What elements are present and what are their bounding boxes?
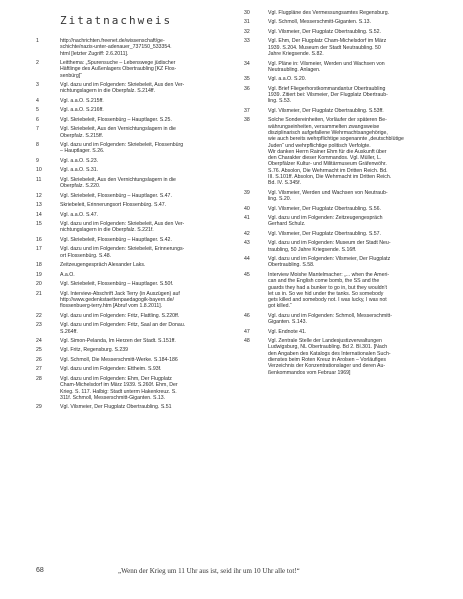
endnote-item	[244, 38, 440, 57]
footer-quote: „Wenn der Krieg um 11 Uhr aus ist, seid ihr um 10 Uhr alle tot!“	[118, 567, 300, 575]
endnote-number: 20	[36, 281, 42, 288]
endnote-text: Vgl. a.a.O. S.215ff.	[60, 97, 104, 104]
endnote-number: 2	[36, 60, 39, 67]
endnote-text: Vgl. dazu und im Folgenden: Zeitzeugengespräch Gerhard Schulz.	[268, 215, 383, 228]
endnote-item	[36, 126, 224, 139]
endnote-item	[244, 215, 440, 228]
endnote-item	[36, 38, 224, 57]
endnote-number: 42	[244, 230, 250, 237]
endnote-text: Vgl. Brief Fliegerhorstkommandantur Obertraubling 1939. Zitiert bei: Vilsmeier, Der Flugplatz Obertraub- ling. S.53.	[268, 85, 388, 105]
endnote-number: 30	[244, 10, 250, 16]
endnote-number: 28	[36, 375, 42, 382]
endnote-text: Vgl. Skriebeleit, Flossenbürg – Hauptlager. S.47.	[60, 192, 172, 199]
endnote-item	[36, 376, 224, 401]
endnote-item	[244, 240, 440, 253]
endnote-text: A.a.O.	[60, 271, 75, 278]
endnote-number: 8	[36, 142, 39, 149]
endnote-text: Interview Moishe Mantelmacher: „... when the Ameri- can and the English come bomb, the SS and the guards they had a bunker to go in, but they wouldn't let us in. So we hid under the tanks. So somebody gets killed and somebody not. I was lucky, I was not got killed.“	[268, 271, 390, 310]
endnote-text: Vgl. dazu und im Folgenden: Ehm, Der Flugplatz Cham-Michelsdorf im März 1939. S.260f. Ehm, Der Krieg. S. 117. Halbig: Stadt unterm Hakenkreuz. S. 311f. Schmoll, Messerschmitt-Giganten. S.13.	[60, 375, 178, 401]
endnote-number: 35	[244, 76, 250, 83]
endnote-item	[244, 206, 440, 212]
endnote-number: 47	[244, 328, 250, 335]
endnote-text: Vgl. a.a.O. S.20.	[268, 76, 307, 83]
endnote-number: 44	[244, 256, 250, 263]
endnote-text: Vgl. Skriebeleit, Aus den Vernichtungslagern in die Oberpfalz. S.220.	[60, 176, 176, 190]
endnote-number: 11	[36, 176, 42, 183]
endnote-number: 26	[36, 356, 42, 363]
endnote-item	[36, 202, 224, 208]
endnote-text: Vgl. Vilsmeier, Der Flugplatz Obertraubling. S.52.	[268, 28, 381, 35]
endnote-number: 3	[36, 82, 39, 89]
endnote-text: Vgl. Schmoll, Die Messerschmitt-Werke. S.184-186	[60, 356, 178, 363]
endnote-number: 1	[36, 38, 39, 44]
endnote-number: 37	[244, 107, 250, 114]
endnote-number: 16	[36, 236, 42, 243]
endnote-number: 10	[36, 167, 42, 174]
endnote-number: 6	[36, 116, 39, 123]
endnote-item	[36, 272, 224, 278]
endnote-text: Leitthema: „Spurensuche – Lebenswege jüdischer Häftlinge des Außenlagers Obertraubling [KZ Flos- senbürg]“	[60, 60, 177, 79]
endnote-number: 4	[36, 97, 39, 104]
endnote-item	[36, 117, 224, 123]
endnote-item	[36, 246, 224, 259]
endnote-item	[244, 117, 440, 186]
endnote-item	[244, 76, 440, 82]
endnote-number: 24	[36, 338, 42, 344]
endnote-item	[36, 347, 224, 353]
endnote-item	[244, 86, 440, 105]
endnote-item	[36, 357, 224, 363]
endnote-number: 19	[36, 271, 42, 278]
endnote-number: 13	[36, 202, 42, 209]
endnote-item	[36, 193, 224, 199]
endnote-text: Vgl. Fritz, Regensburg. S.239	[60, 347, 129, 354]
endnote-text: Vgl. a.a.O. S.31.	[60, 167, 99, 174]
endnote-text: Vgl. dazu und im Folgenden: Ettheim. S.93f.	[60, 366, 162, 373]
endnote-text: Solche Sondereinheiten, Vorläufer der späteren Be- währungseinheiten, versammelten zwangsweise disziplinarisch aufgefallene Wehrmachtsangehörige, wie auch bereits wehrpflichtige sogenannte „deutschblütige Juden“ und wehrpflichtige politisch Verfolgte. Wir danken Herrn Rainer Ehm für die Auskunft über den Charakter dieser Kommandos. Vgl. Müller, L. Oberpfälzer Kultur- und Militärmuseum Gräfenwöhr. S.76. Absolon, Die Wehrmacht im Dritten Reich. Bd. III. S.101ff. Absolon, Die Wehrmacht im Dritten Reich. Bd. IV. S.345f.	[268, 117, 404, 187]
endnote-number: 12	[36, 192, 42, 199]
endnote-text: Vgl. a.a.O. S.47.	[60, 211, 99, 218]
endnote-text: Vgl. Endnote 41.	[268, 328, 307, 335]
endnote-item	[36, 313, 224, 319]
endnote-item	[244, 61, 440, 74]
endnote-number: 22	[36, 312, 42, 319]
endnote-number: 41	[244, 215, 250, 222]
notes-column-right	[244, 10, 440, 379]
endnote-number: 15	[36, 221, 42, 228]
endnote-text: Skriebeleit, Erinnerungsort Flossenbürg. S.47.	[60, 202, 167, 209]
endnote-number: 39	[244, 189, 250, 196]
endnote-item	[36, 98, 224, 104]
endnote-text: Vgl. dazu und im Folgenden: Skriebeleit, Flossenbürg – Hauptlager. S.26.	[60, 142, 184, 155]
endnote-item	[36, 338, 224, 344]
notes-column-left	[36, 38, 224, 414]
endnote-number: 43	[244, 240, 250, 247]
endnote-number: 7	[36, 126, 39, 133]
endnote-text: Vgl. dazu und im Folgenden: Skriebeleit, Aus den Ver- nichtungslagern in die Oberpfalz. S.221f.	[60, 221, 185, 234]
endnote-item	[244, 313, 440, 326]
endnote-text: Vgl. Vilsmeier, Der Flugplatz Obertraubling. S.57.	[268, 230, 381, 237]
endnote-number: 5	[36, 107, 39, 114]
endnote-item	[244, 19, 440, 25]
endnote-number: 27	[36, 366, 42, 373]
endnote-text: Vgl. Vilsmeier, Werden und Wachsen von Neutraub- ling. S.20.	[268, 189, 388, 203]
endnote-text: Vgl. Zentrale Stelle der Landesjustizverwaltungen Ludwigsburg, NL Obertraubling. Bd 2. Bl.301. [Nach den Angaben des Katalogs des Internationalen Such- dienstes beim Roten Kreuz in Arolsen – Vorläufiges Verzeichnis der Konzentrationslager und deren Au- ßenkommandos vom Februar 1969]	[268, 338, 391, 376]
endnote-text: Vgl. dazu und im Folgenden: Museum der Stadt Neu- traubling, 50 Jahre Kriegsende. S.16ff.	[268, 240, 391, 253]
endnote-item	[36, 366, 224, 372]
endnote-number: 9	[36, 157, 39, 164]
endnote-item	[36, 167, 224, 173]
endnote-number: 36	[244, 85, 250, 92]
endnote-item	[36, 212, 224, 218]
endnote-text: Vgl. dazu und im Folgenden: Skriebeleit, Erinnerungs- ort Flossenbürg. S.48.	[60, 246, 185, 259]
endnote-item	[36, 281, 224, 287]
endnote-text: Vgl. dazu und im Folgenden: Fritz, Flattling. S.220ff.	[60, 312, 180, 319]
endnote-number: 25	[36, 347, 42, 354]
endnote-item	[36, 177, 224, 190]
endnote-item	[36, 262, 224, 268]
endnote-number: 18	[36, 262, 42, 269]
endnote-number: 38	[244, 117, 250, 124]
endnote-text: Vgl. Vilsmeier, Der Flugplatz Obertraubling. S.53ff.	[268, 107, 384, 114]
endnote-text: Vgl. a.a.O. S.23.	[60, 157, 99, 164]
endnote-text: Vgl. dazu und im Folgenden: Fritz, Saal an der Donau. S.264ff.	[60, 322, 186, 335]
endnote-item	[36, 404, 224, 410]
endnote-text: Vgl. Skriebeleit, Flossenbürg – Hauptlager. S.42.	[60, 236, 172, 243]
endnote-item	[36, 82, 224, 95]
endnote-number: 29	[36, 404, 42, 411]
endnote-text: Vgl. dazu und im Folgenden: Skriebeleit, Aus den Ver- nichtungslagern in die Oberpfalz. S.214ff.	[60, 82, 185, 95]
endnote-number: 45	[244, 271, 250, 278]
endnote-text: Vgl. Pläne in: Vilsmeier, Werden und Wachsen von Neutraubling. Anlagen.	[268, 60, 385, 73]
endnote-item	[36, 322, 224, 335]
endnote-number: 32	[244, 28, 250, 35]
endnote-item	[244, 231, 440, 237]
endnote-text: Vgl. Skriebeleit, Flossenbürg – Hauptlager. S.50f.	[60, 281, 174, 288]
endnote-text: Vgl. Vilsmeier, Der Flugplatz Obertraubling. S.56.	[268, 205, 381, 212]
page-title: Zitatnachweis	[60, 14, 173, 27]
endnote-number: 46	[244, 312, 250, 319]
endnote-number: 34	[244, 60, 250, 67]
endnote-item	[36, 142, 224, 155]
endnote-text: Vgl. dazu und im Folgenden: Vilsmeier, Der Flugplatz Obertraubling. S.58.	[268, 256, 391, 269]
endnote-item	[36, 158, 224, 164]
endnote-number: 21	[36, 290, 42, 297]
endnote-item	[244, 329, 440, 335]
page-number: 68	[36, 567, 44, 574]
endnote-number: 48	[244, 338, 250, 345]
endnote-text: Vgl. Skriebeleit, Aus den Vernichtungslagern in die Oberpfalz. S.215ff.	[60, 126, 176, 139]
endnote-text: Vgl. Interview-Abschrift Jack Terry (in Auszügen) auf http://www.gedenkstaettenpaedagogik-bayern.de/ flossenbuerg-terry.htm [Abruf vom 1.8.2011].	[60, 290, 180, 310]
endnote-number: 23	[36, 322, 42, 329]
endnote-text: http://nachrichten.freenet.de/wissenschaft/ge- schichte/nazis-unter-adenauer_737150_533354. html [letzter Zugriff: 2.6.2011].	[60, 38, 172, 57]
endnote-text: Zeitzeugengespräch Alexander Laks.	[60, 262, 146, 269]
endnote-text: Vgl. Simon-Pelanda, Im Herzen der Stadt. S.151ff.	[60, 338, 176, 344]
endnote-item	[244, 256, 440, 269]
endnote-number: 33	[244, 38, 250, 45]
endnote-text: Vgl. Schmoll, Messerschmitt-Giganten. S.13.	[268, 19, 371, 26]
endnote-item	[244, 272, 440, 310]
endnote-item	[36, 60, 224, 79]
endnote-item	[244, 29, 440, 35]
endnote-item	[244, 190, 440, 203]
endnote-text: Vgl. a.a.O. S.216ff.	[60, 107, 104, 114]
endnote-number: 17	[36, 246, 42, 253]
endnote-number: 31	[244, 19, 250, 26]
endnote-item	[36, 221, 224, 234]
endnote-item	[244, 108, 440, 114]
endnote-text: Vgl. Vilsmeier, Der Flugplatz Obertraubling. S.51	[60, 404, 172, 411]
endnote-text: Vgl. Skriebeleit, Flossenbürg – Hauptlager. S.25.	[60, 116, 172, 123]
endnote-number: 40	[244, 205, 250, 212]
endnote-item	[36, 107, 224, 113]
endnote-item	[36, 291, 224, 310]
endnote-item	[244, 10, 440, 16]
endnote-text: Vgl. Ehm, Der Flugplatz Cham-Michelsdorf im März 1939. S.204. Museum der Stadt Neutraubling. 50 Jahre Kriegsende. S.82.	[268, 38, 387, 58]
endnote-number: 14	[36, 211, 42, 218]
endnote-text: Vgl. Flugpläne des Vermessungsamtes Regensburg.	[268, 10, 390, 16]
endnote-item	[36, 237, 224, 243]
endnote-text: Vgl. dazu und im Folgenden: Schmoll, Messerschmitt- Giganten. S.143.	[268, 312, 392, 326]
endnote-item	[244, 338, 440, 376]
